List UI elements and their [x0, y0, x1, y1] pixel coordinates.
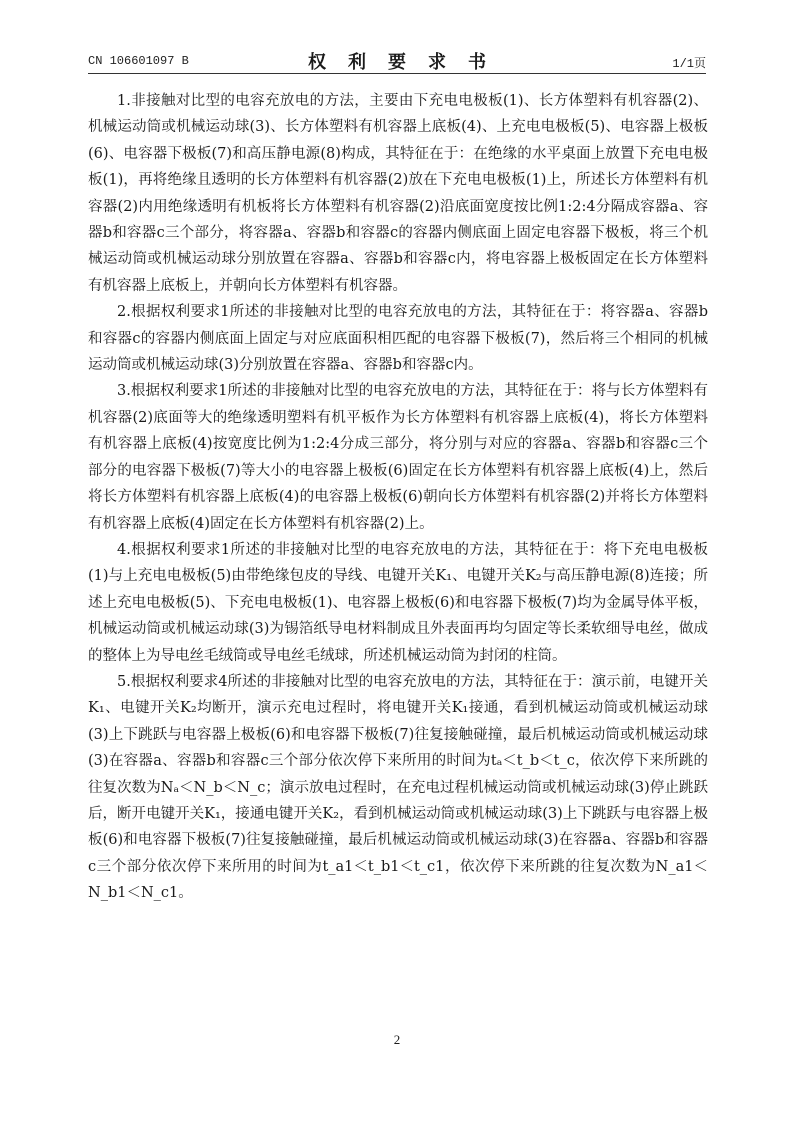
patent-number: CN 106601097 B	[88, 54, 189, 68]
header-divider	[88, 73, 706, 74]
page-header	[88, 48, 706, 72]
document-title: 权利要求书	[308, 52, 508, 73]
claims-body	[88, 88, 708, 907]
claim-5: 5.根据权利要求4所述的非接触对比型的电容充放电的方法，其特征在于：演示前，电键开关K₁、电键开关K₂均断开，演示充电过程时，将电键开关K₁接通，看到机械运动筒或机械运动球(3)上下跳跃与电容器上极板(6)和电容器下极板(7)往复接触碰撞，最后机械运动筒或机械运动球(3)在容器a、容器b和容器c三个部分依次停下来所用的时间为tₐ＜t_b＜t_c，依次停下来所跳的往复次数为Nₐ＜N_b＜N_c；演示放电过程时，在充电过程机械运动筒或机械运动球(3)停止跳跃后，断开电键开关K₁，接通电键开关K₂，看到机械运动筒或机械运动球(3)上下跳跃与电容器上极板(6)和电容器下极板(7)往复接触碰撞，最后机械运动筒或机械运动球(3)在容器a、容器b和容器c三个部分依次停下来所用的时间为t_a1＜t_b1＜t_c1，依次停下来所跳的往复次数为N_a1＜N_b1＜N_c1。	[88, 673, 708, 902]
page-info: 1/1页	[672, 57, 706, 71]
page-number: 2	[393, 1032, 401, 1047]
claim-1: 1.非接触对比型的电容充放电的方法，主要由下充电电极板(1)、长方体塑料有机容器(2)、机械运动筒或机械运动球(3)、长方体塑料有机容器上底板(4)、上充电电极板(5)、电容器上极板(6)、电容器下极板(7)和高压静电源(8)构成，其特征在于：在绝缘的水平桌面上放置下充电电极板(1)，再将绝缘且透明的长方体塑料有机容器(2)放在下充电电极板(1)上，所述长方体塑料有机容器(2)内用绝缘透明有机板将长方体塑料有机容器(2)沿底面宽度按比例1:2:4分隔成容器a、容器b和容器c三个部分，将容器a、容器b和容器c的容器内侧底面上固定电容器下极板，将三个机械运动筒或机械运动球分别放置在容器a、容器b和容器c内，将电容器上极板固定在长方体塑料有机容器上底板上，并朝向长方体塑料有机容器。	[88, 93, 708, 294]
claim-4: 4.根据权利要求1所述的非接触对比型的电容充放电的方法，其特征在于：将下充电电极板(1)与上充电电极板(5)由带绝缘包皮的导线、电键开关K₁、电键开关K₂与高压静电源(8)连接；所述上充电电极板(5)、下充电电极板(1)、电容器上极板(6)和电容器下极板(7)均为金属导体平板，机械运动筒或机械运动球(3)为锡箔纸导电材料制成且外表面再均匀固定等长柔软细导电丝，做成的整体上为导电丝毛绒筒或导电丝毛绒球，所述机械运动筒为封闭的柱筒。	[88, 541, 708, 664]
claim-3: 3.根据权利要求1所述的非接触对比型的电容充放电的方法，其特征在于：将与长方体塑料有机容器(2)底面等大的绝缘透明塑料有机平板作为长方体塑料有机容器上底板(4)，将长方体塑料有机容器上底板(4)按宽度比例为1:2:4分成三部分，将分别与对应的容器a、容器b和容器c三个部分的电容器下极板(7)等大小的电容器上极板(6)固定在长方体塑料有机容器上底板(4)上，然后将长方体塑料有机容器上底板(4)的电容器上极板(6)朝向长方体塑料有机容器(2)并将长方体塑料有机容器上底板(4)固定在长方体塑料有机容器(2)上。	[88, 383, 708, 532]
claim-2: 2.根据权利要求1所述的非接触对比型的电容充放电的方法，其特征在于：将容器a、容器b和容器c的容器内侧底面上固定与对应底面积相匹配的电容器下极板(7)，然后将三个相同的机械运动筒或机械运动球(3)分别放置在容器a、容器b和容器c内。	[88, 304, 708, 374]
